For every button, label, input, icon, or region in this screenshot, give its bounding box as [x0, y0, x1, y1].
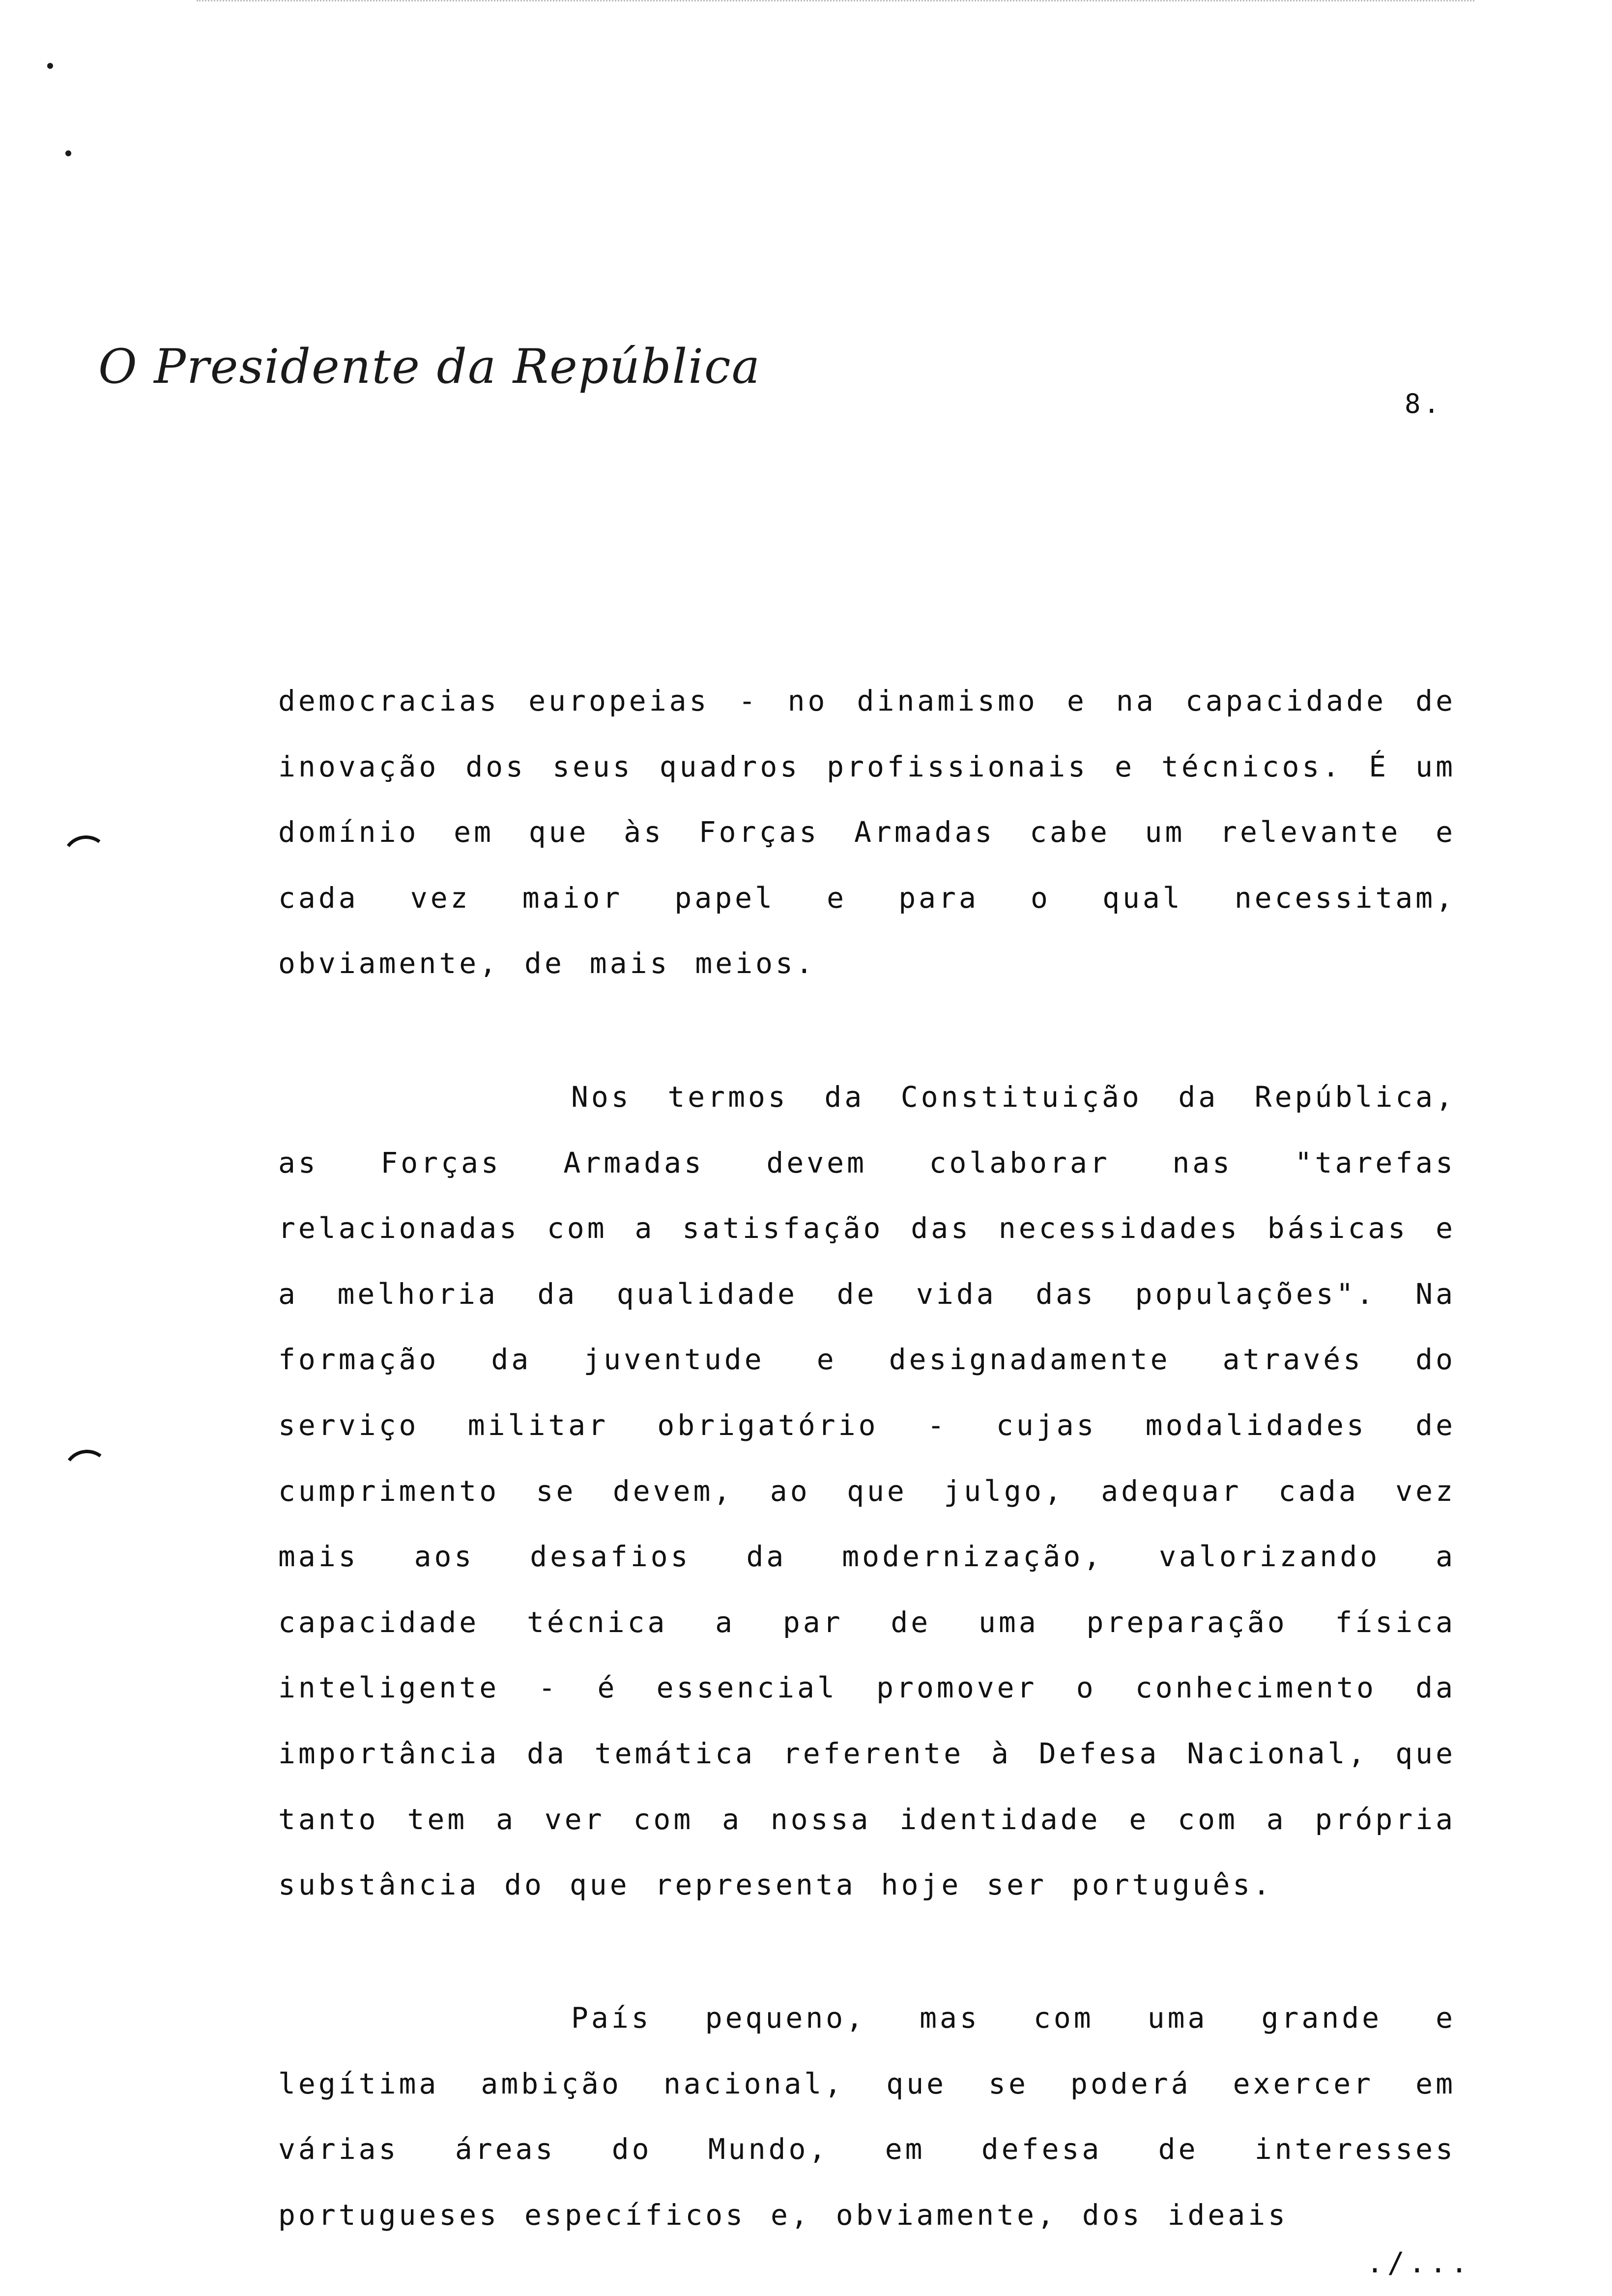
binder-hole-mark	[60, 1447, 115, 1501]
page-number: 8.	[1405, 388, 1443, 419]
scan-speck	[47, 63, 53, 69]
binder-hole-mark	[59, 832, 114, 887]
letterhead-title: O Presidente da República	[98, 339, 761, 394]
scan-speck	[65, 150, 71, 156]
scan-top-edge	[197, 0, 1474, 6]
paragraph-constitution: Nos termos da Constituição da República, as Forças Armadas devem colaborar nas "tarefas relacionadas com a satisfação das necessidades básicas e a melhoria da qualidade de vida das populações". Na formação da juventude e designadamente através do serviço militar obrigatório - cujas modalidades de cumprimento se devem, ao que julgo, adequar cada vez mais aos desafios da modernização, valorizando a capacidade técnica a par de uma preparação física inteligente - é essencial promover o conhecimento da importância da temática referente à Defesa Nacional, que tanto tem a ver com a nossa identidade e com a própria substância do que representa hoje ser português.	[278, 1080, 1456, 1902]
paragraph-continued: democracias europeias - no dinamismo e na capacidade de inovação dos seus quadros profissionais e técnicos. É um domínio em que às Forças Armadas cabe um relevante e cada vez maior papel e para o qual necessitam, obviamente, de mais meios.	[278, 684, 1456, 980]
continuation-marker: ./...	[1366, 2246, 1472, 2279]
paragraph-national-ambition: País pequeno, mas com uma grande e legítima ambição nacional, que se poderá exercer em várias áreas do Mundo, em defesa de interesses portugueses específicos e, obviamente, dos ideais	[278, 2001, 1456, 2232]
